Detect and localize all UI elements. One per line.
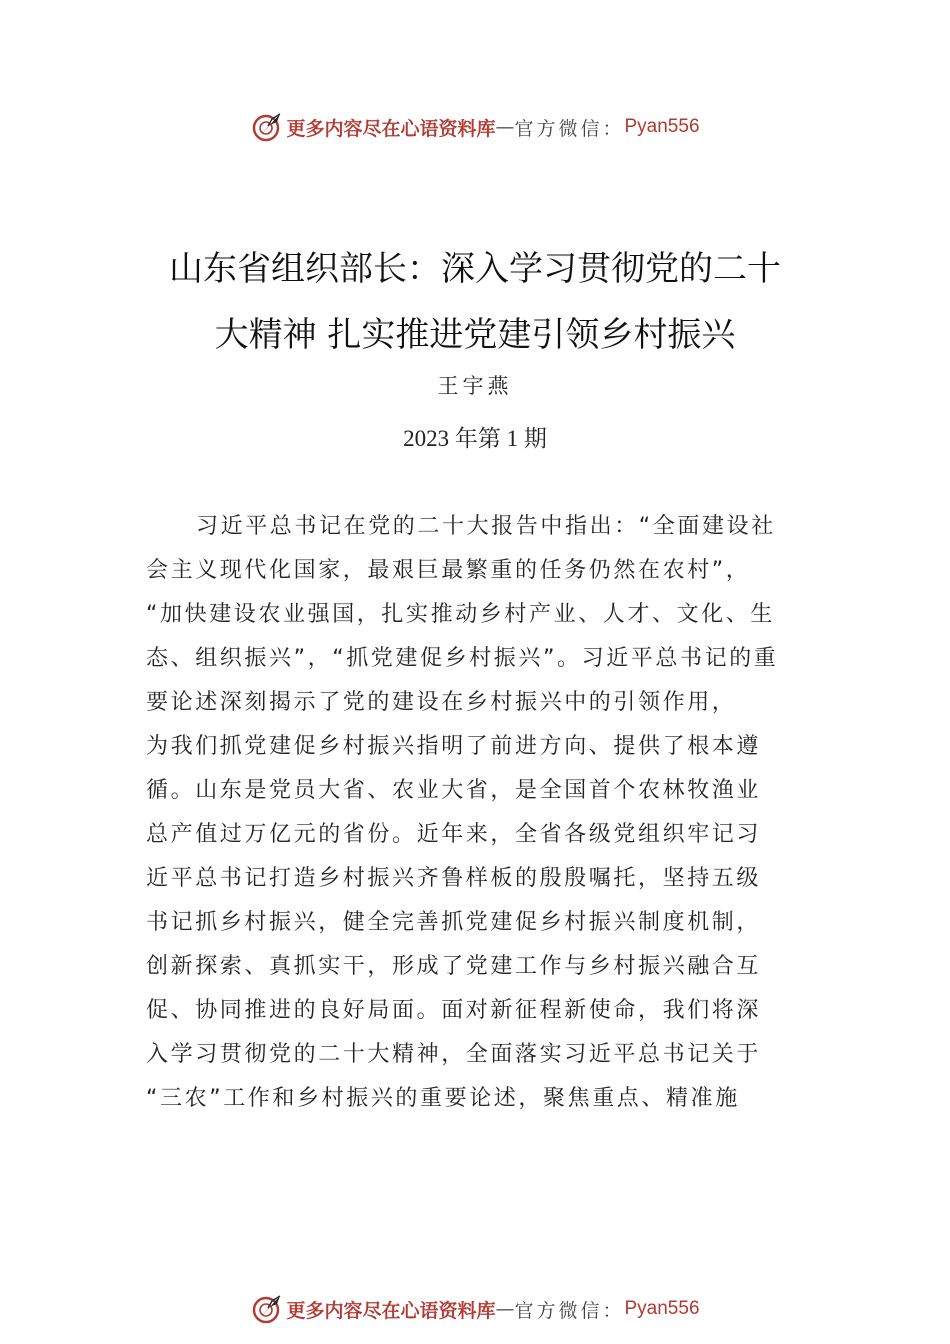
- body-line: 入学习贯彻党的二十大精神，全面落实习近平总书记关于: [146, 1042, 762, 1067]
- body-line: 书记抓乡村振兴，健全完善抓党建促乡村振兴制度机制，: [146, 910, 762, 935]
- body-line: “加快建设农业强国，扎实推动乡村产业、人才、文化、生: [146, 602, 775, 627]
- title-line: 大精神 扎实推进党建引领乡村振兴: [214, 315, 736, 355]
- body-line: 习近平总书记在党的二十大报告中指出：“全面建设社: [196, 514, 776, 539]
- body-line: 要论述深刻揭示了党的建设在乡村振兴中的引领作用，: [146, 690, 737, 715]
- header-banner: [0, 107, 950, 147]
- banner-text: [286, 1296, 699, 1323]
- body-line: “三农”工作和乡村振兴的重要论述，聚焦重点、精准施: [146, 1086, 740, 1111]
- body-line: 总产值过万亿元的省份。近年来，全省各级党组织牢记习: [146, 822, 762, 847]
- article-author: 王宇燕: [437, 374, 513, 398]
- body-line: 为我们抓党建促乡村振兴指明了前进方向、提供了根本遵: [146, 734, 762, 759]
- banner-handle: Pyan556: [624, 116, 700, 137]
- banner-handle: Pyan556: [624, 1298, 700, 1319]
- body-line: 创新探索、真抓实干，形成了党建工作与乡村振兴融合互: [146, 954, 762, 979]
- article-body: [146, 505, 806, 1121]
- body-line: 态、组织振兴”，“抓党建促乡村振兴”。习近平总书记的重: [146, 646, 779, 671]
- article-issue: 2023 年第 1 期: [403, 426, 547, 451]
- banner-separator: —: [495, 116, 515, 138]
- title-line: 山东省组织部长：深入学习贯彻党的二十: [169, 249, 781, 289]
- article-title: [95, 236, 855, 368]
- banner-brand: 更多内容尽在心语资料库: [286, 117, 496, 140]
- body-line: 促、协同推进的良好局面。面对新征程新使命，我们将深: [146, 998, 762, 1023]
- banner-separator: —: [495, 1298, 515, 1320]
- footer-banner: [0, 1289, 950, 1329]
- banner-text: [286, 114, 699, 141]
- quill-logo-icon: [250, 110, 284, 144]
- body-line: 近平总书记打造乡村振兴齐鲁样板的殷殷嘱托，坚持五级: [146, 866, 762, 891]
- quill-logo-icon: [250, 1292, 284, 1326]
- banner-contact-label: 官方微信：: [514, 1299, 625, 1322]
- banner-contact-label: 官方微信：: [514, 117, 625, 140]
- banner-brand: 更多内容尽在心语资料库: [286, 1299, 496, 1322]
- body-line: 会主义现代化国家，最艰巨最繁重的任务仍然在农村”，: [146, 558, 751, 583]
- body-line: 循。山东是党员大省、农业大省，是全国首个农林牧渔业: [146, 778, 762, 803]
